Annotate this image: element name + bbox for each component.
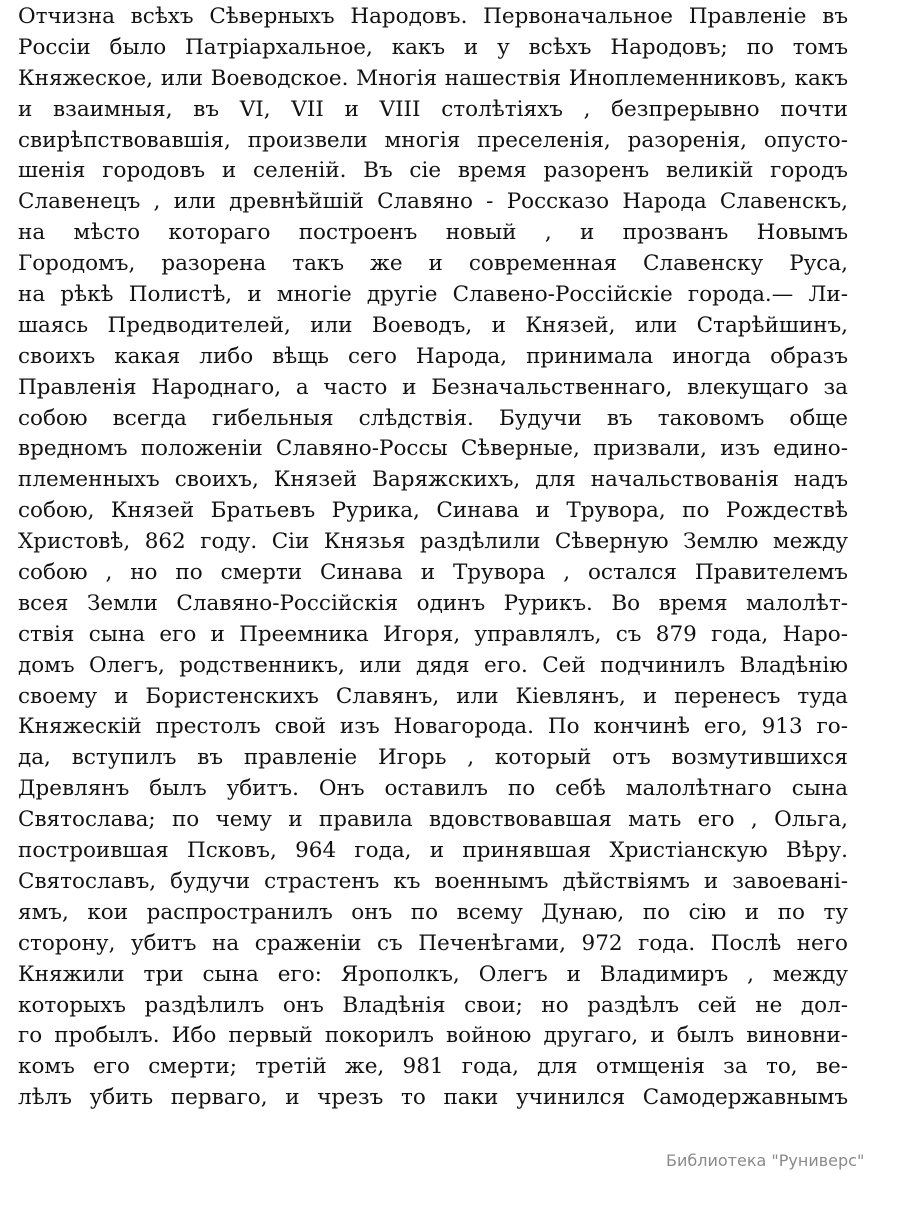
text-line: на мѣсто котораго построенъ новый , и прозванъ Новымъ xyxy=(18,220,848,246)
text-line: собою , но по смерти Синава и Трувора , остался Правителемъ xyxy=(18,560,848,586)
text-line: и взаимныя, въ VI, VII и VIII столѣтіяхъ , безпрерывно почти xyxy=(18,96,848,122)
text-line: Княжескій престолъ свой изъ Новагорода. По кончинѣ его, 913 го- xyxy=(18,714,848,740)
text-line: Отчизна всѣхъ Сѣверныхъ Народовъ. Первоначальное Правленіе въ xyxy=(18,4,848,29)
text-line: Городомъ, разорена такъ же и современная Славенску Руса, xyxy=(18,251,848,277)
text-line: собою, Князей Братьевъ Рурика, Синава и Трувора, по Рождествѣ xyxy=(18,498,848,524)
text-line: Россіи было Патріархальное, какъ и у всѣхъ Народовъ; по томъ xyxy=(18,34,848,60)
text-line: сторону, убитъ на сраженіи съ Печенѣгами, 972 года. Послѣ него xyxy=(18,930,848,956)
text-line: Святославъ, будучи страстенъ къ военнымъ дѣйствіямъ и завоевані- xyxy=(18,868,848,894)
text-line: комъ его смерти; третій же, 981 года, для отмщенія за то, ве- xyxy=(18,1054,848,1080)
text-line: племенныхъ своихъ, Князей Варяжскихъ, для начальствованія надъ xyxy=(18,467,848,493)
text-line: домъ Олегъ, родственникъ, или дядя его. Сей подчинилъ Владѣнію xyxy=(18,652,848,678)
text-line: на рѣкѣ Полистѣ, и многіе другіе Славено-Россійскіе города.— Ли- xyxy=(18,282,848,308)
text-line: построившая Псковъ, 964 года, и принявшая Христіанскую Вѣру. xyxy=(18,838,848,864)
text-line: которыхъ раздѣлилъ онъ Владѣнія свои; но раздѣлъ сей не дол- xyxy=(18,992,848,1018)
text-line: Княжили три сына его: Ярополкъ, Олегъ и Владимиръ , между xyxy=(18,961,848,987)
text-line: Славенецъ , или древнѣйшій Славяно - Россказо Народа Славенскъ, xyxy=(18,189,848,215)
text-line: шаясь Предводителей, или Воеводъ, и Князей, или Старѣйшинъ, xyxy=(18,312,848,338)
text-line: свирѣпствовавшія, произвели многія преселенія, разоренія, опусто- xyxy=(18,127,848,153)
text-line: Правленія Народнаго, а часто и Безначальственнаго, влекущаго за xyxy=(18,374,848,400)
text-line: ствія сына его и Преемника Игоря, управлялъ, съ 879 года, Наро- xyxy=(18,621,848,647)
body-text xyxy=(18,2,848,1114)
text-line: своему и Бористенскихъ Славянъ, или Кіевлянъ, и перенесъ туда xyxy=(18,683,848,709)
text-line: всея Земли Славяно-Россійскія одинъ Рурикъ. Во время малолѣт- xyxy=(18,590,848,616)
text-line: ямъ, кои распространилъ онъ по всему Дунаю, по сію и по ту xyxy=(18,899,848,925)
text-line: Христовѣ, 862 году. Сіи Князья раздѣлили Сѣверную Землю между xyxy=(18,529,848,555)
text-line: лѣлъ убить перваго, и чрезъ то паки учинился Самодержавнымъ xyxy=(18,1085,848,1111)
text-line: Древлянъ былъ убитъ. Онъ оставилъ по себѣ малолѣтнаго сына xyxy=(18,776,848,802)
text-line: шенія городовъ и селеній. Въ сіе время разоренъ великій городъ xyxy=(18,158,848,184)
text-line: Княжеское, или Воеводское. Многія нашествія Иноплеменниковъ, какъ xyxy=(18,65,848,91)
text-line: да, вступилъ въ правленіе Игорь , который отъ возмутившихся xyxy=(18,745,848,771)
text-line: Святослава; по чему и правила вдовствовавшая мать его , Ольга, xyxy=(18,807,848,833)
text-line: своихъ какая либо вѣщь сего Народа, принимала иногда образъ xyxy=(18,343,848,369)
text-line: го пробылъ. Ибо первый покорилъ войною другаго, и былъ виновни- xyxy=(18,1023,848,1049)
text-line: вредномъ положеніи Славяно-Россы Сѣверные, призвали, изъ едино- xyxy=(18,436,848,462)
text-line: собою всегда гибельныя слѣдствія. Будучи въ таковомъ обще xyxy=(18,405,848,431)
library-watermark: Библиотека "Руниверс" xyxy=(666,1151,865,1170)
